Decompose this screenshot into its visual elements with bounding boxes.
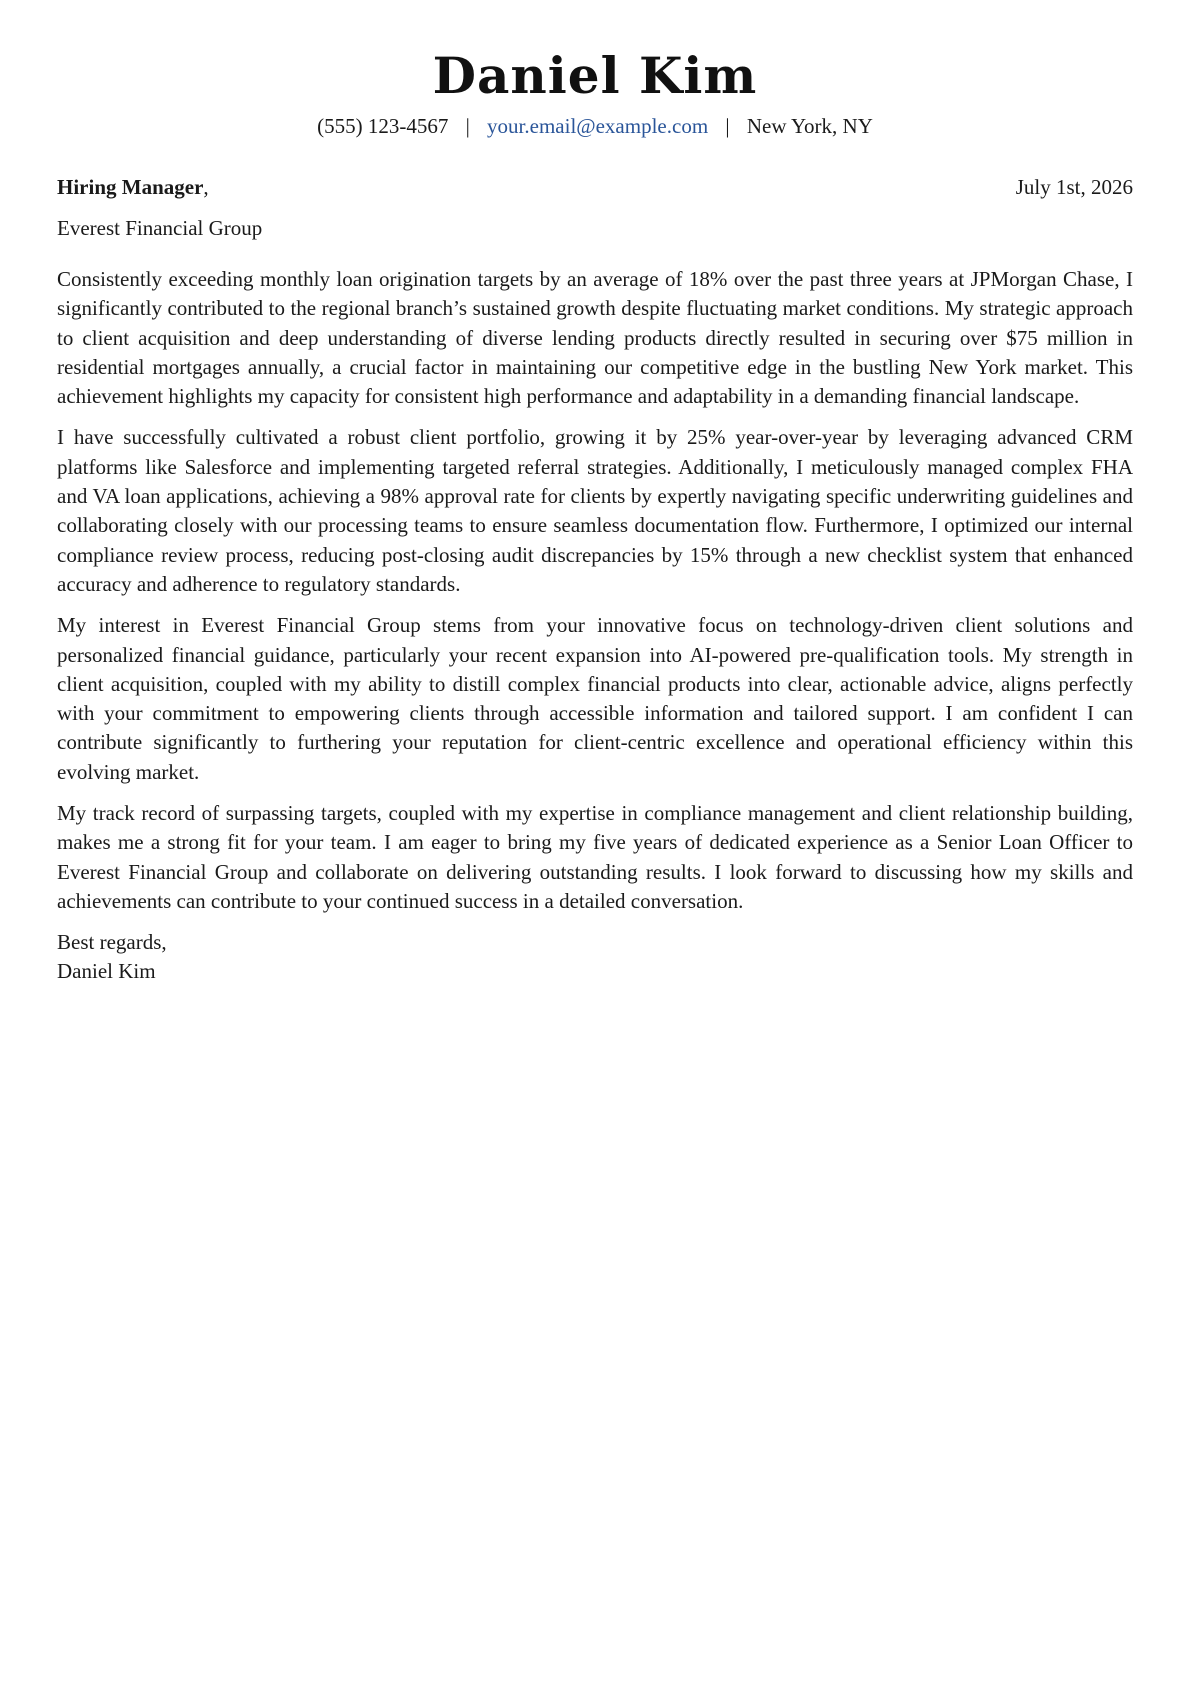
body-paragraph: Consistently exceeding monthly loan origination targets by an average of 18% over the past three years at JPMorgan Chase, I significantly contributed to the regional branch’s sustained growth despite fluctuating market conditions. My strategic approach to client acquisition and deep understanding of diverse lending products directly resulted in securing over $75 million in residential mortgages annually, a crucial factor in maintaining our competitive edge in the bustling New York market. This achievement highlights my capacity for consistent high performance and adaptability in a demanding financial landscape. (57, 267, 1133, 409)
cover-letter-page (57, 0, 1133, 986)
recipient-date-row (57, 173, 1133, 201)
body-paragraph: My track record of surpassing targets, coupled with my expertise in compliance management and client relationship building, makes me a strong fit for your team. I am eager to bring my five years of dedicated experience as a Senior Loan Officer to Everest Financial Group and collaborate on delivering outstanding results. I look forward to discussing how my skills and achievements can contribute to your continued success in a detailed conversation. (57, 801, 1133, 913)
company-name: Everest Financial Group (57, 216, 263, 240)
letter-body (57, 265, 1133, 916)
recipient-name: Hiring Manager (57, 175, 204, 199)
recipient (57, 173, 209, 201)
applicant-name: Daniel Kim (432, 46, 758, 105)
contact-separator: | (725, 114, 730, 138)
body-paragraph: I have successfully cultivated a robust client portfolio, growing it by 25% year-over-year by leveraging advanced CRM platforms like Salesforce and implementing targeted referral strategies. Additionally, I meticulously managed complex FHA and VA loan applications, achieving a 98% approval rate for clients by expertly navigating specific underwriting guidelines and collaborating closely with our processing teams to ensure seamless documentation flow. Furthermore, I optimized our internal compliance review process, reducing post-closing audit discrepancies by 15% through a new checklist system that enhanced accuracy and adherence to regulatory standards. (57, 425, 1133, 596)
closing-phrase: Best regards, (57, 930, 167, 955)
signature-name: Daniel Kim (57, 959, 156, 984)
letter-date: July 1st, 2026 (1015, 175, 1133, 199)
closing-block (57, 928, 1133, 986)
body-paragraph: My interest in Everest Financial Group stems from your innovative focus on technology-driven client solutions and personalized financial guidance, particularly your recent expansion into AI-powered pre-qualification tools. My strength in client acquisition, coupled with my ability to distill complex financial products into clear, actionable advice, aligns perfectly with your commitment to empowering clients through accessible information and tailored support. I am confident I can contribute significantly to furthering your reputation for client-centric excellence and operational efficiency within this evolving market. (57, 613, 1133, 784)
location: New York, NY (746, 114, 873, 138)
phone-number: (555) 123-4567 (317, 114, 449, 138)
recipient-suffix: , (203, 175, 209, 199)
contact-line (57, 112, 1133, 140)
contact-separator: | (465, 114, 470, 138)
email-link[interactable]: your.email@example.com (487, 114, 709, 138)
